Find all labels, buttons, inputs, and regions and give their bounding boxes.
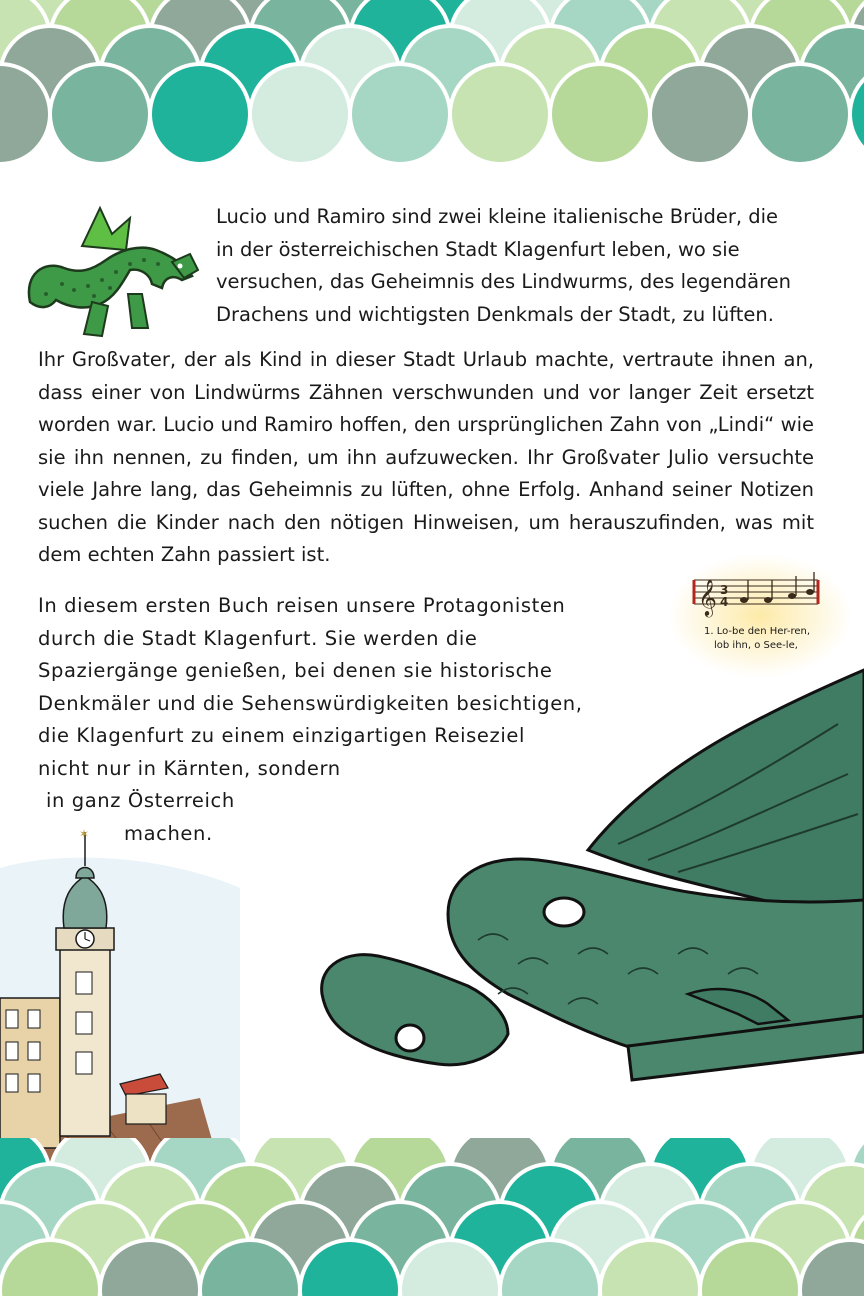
intro-line: versuchen, das Geheimnis des Lindwurms, des legendären: [216, 270, 792, 293]
description-line: In diesem ersten Buch reisen unsere Protagonisten: [38, 594, 566, 617]
lindwurm-dragon-illustration: [318, 664, 864, 1104]
top-scale-border: [0, 0, 864, 192]
intro-line: Drachens und wichtigsten Denkmals der Stadt, zu lüften.: [216, 302, 774, 326]
scale-circle: [150, 64, 250, 164]
description-line: durch die Stadt Klagenfurt. Sie werden die: [38, 626, 478, 650]
scale-circle: [550, 64, 650, 164]
description-line: Denkmäler und die Sehenswürdigkeiten besichtigen,: [38, 691, 583, 715]
music-notes-illustration: [668, 550, 858, 680]
description-line: in ganz Österreich: [46, 789, 235, 812]
clock-tower-illustration: [0, 828, 240, 1168]
music-lyrics-line-2: lob ihn, o See-le,: [714, 640, 798, 651]
description-line: nicht nur in Kärnten, sondern: [38, 756, 341, 780]
svg-text:4: 4: [720, 595, 729, 609]
description-line: Spaziergänge genießen, bei denen sie historische: [38, 659, 553, 682]
music-lyrics-line-1: 1. Lo-be den Her-ren,: [704, 626, 811, 637]
description-line: machen.: [124, 821, 213, 845]
intro-paragraph: [216, 201, 816, 331]
svg-text:𝄞: 𝄞: [698, 578, 717, 616]
scale-circle: [450, 64, 550, 164]
grandfather-paragraph: Ihr Großvater, der als Kind in dieser Stadt Urlaub machte, vertraute ihnen an, dass einer von Lindwürms Zähnen verschwunden und vor langer Zeit ersetzt worden war. Lucio und Ramiro hoffen, den ursprünglichen Zahn von „Lindi“ wie sie ihn nennen, zu finden, um ihn aufzuwecken. Ihr Großvater Julio versuchte viele Jahre lang, das Geheimnis zu lüften, ohne Erfolg. Anhand seiner Notizen suchen die Kinder nach den nötigen Hinweisen, um herauszufinden, was mit dem echten Zahn passiert ist.: [38, 348, 814, 566]
scale-circle: [50, 64, 150, 164]
bottom-scale-border: [0, 1138, 864, 1296]
scale-circle: [650, 64, 750, 164]
scale-circle: [750, 64, 850, 164]
small-dragon-illustration: [22, 204, 202, 344]
intro-line: Lucio und Ramiro sind zwei kleine italienische Brüder, die: [216, 205, 779, 228]
svg-text:3: 3: [720, 583, 729, 597]
description-line: die Klagenfurt zu einem einzigartigen Reiseziel: [38, 724, 526, 747]
scale-circle: [350, 64, 450, 164]
intro-line: in der österreichischen Stadt Klagenfurt leben, wo sie: [216, 237, 740, 261]
scale-circle: [250, 64, 350, 164]
svg-text:✶: ✶: [79, 828, 90, 841]
